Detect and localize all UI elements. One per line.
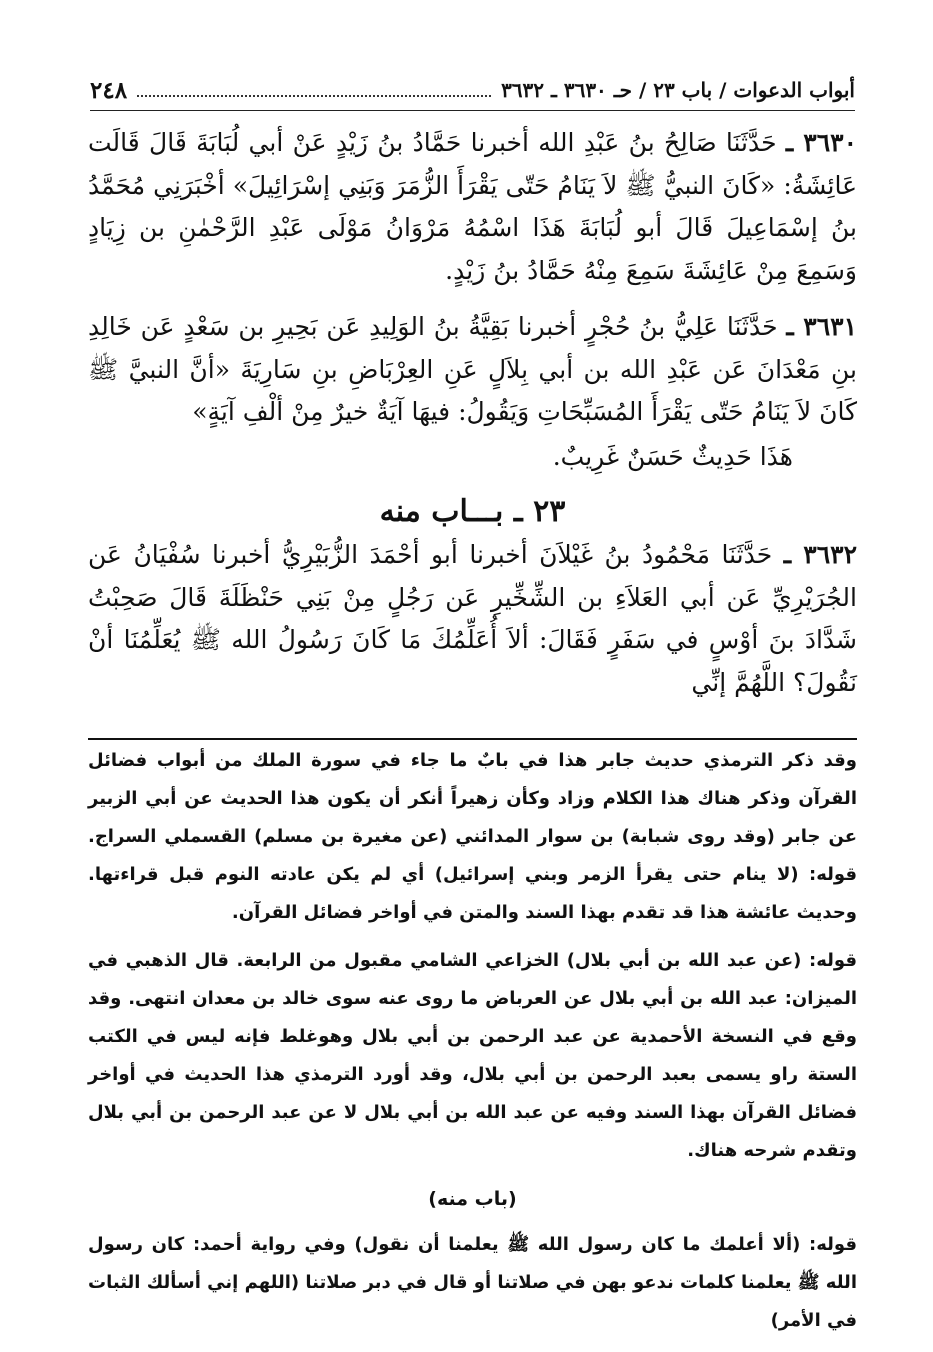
hadith-text: حَدَّثَنَا صَالِحُ بنُ عَبْدِ الله أخبرنا حَمَّادُ بنُ زَيْدٍ عَنْ أبي لُبَابَةَ قَالَ قَالَت عَائِشَةُ: «كَانَ النبيُّ ﷺ لاَ يَنَامُ حَتّى يَقْرَأَ الزُّمَرَ وَبَنِي إسْرَائِيلَ» أخْبَرَنِي مُحَمَّدُ بنُ إسْمَاعِيلَ قَالَ أبو لُبَابَةَ هَذَا اسْمُهُ مَرْوَانُ مَوْلَى عَبْدِ الرَّحْمٰنِ بن زِيَادٍ وَسَمِعَ مِنْ عَائِشَةَ سَمِعَ مِنْهُ حَمَّادُ بنُ زَيْدٍ. [88,128,857,285]
hadith-number: ٣٦٣٠ ـ [785,128,858,157]
hadith-text: حَدَّثَنَا مَحْمُودُ بنُ غَيْلاَنَ أخبرنا أبو أحْمَدَ الزُّبَيْرِيُّ أخبرنا سُفْيَانُ عَن الجُرَيْرِيِّ عَن أبي العَلاَءِ بن الشِّخِّيرِ عَن رَجُلٍ مِنْ بَنِي حَنْظَلَةَ قَالَ صَحِبْتُ شَدَّادَ بنَ أوْسٍ في سَفَرٍ فَقَالَ: ألاَ أُعَلِّمُكَ مَا كَانَ رَسُولُ الله ﷺ يُعَلِّمُنَا أنْ نَقُولَ؟ اللَّهُمَّ إنِّي [88,540,857,697]
page-number: ٢٤٨ [90,76,128,104]
commentary-note-2: قوله: (عن عبد الله بن أبي بلال) الخزاعي الشامي مقبول من الرابعة. قال الذهبي في الميزان: عبد الله بن أبي بلال عن العرباض ما روى عنه سوى خالد بن معدان انتهى. وقد وقع في النسخة الأحمدية عن عبد الرحمن بن أبي بلال وهوغلط فإنه ليس في الكتب الستة راو يسمى بعبد الرحمن بن أبي بلال، وقد أورد الترمذي هذا الحديث في أواخر فضائل القرآن بهذا السند وفيه عن عبد الله بن أبي بلال لا عن عبد الرحمن بن أبي بلال وتقدم شرحه هناك. [88,950,857,1161]
footnote-divider [88,738,857,740]
hadith-3631 [88,306,857,434]
hadith-3632 [88,534,857,704]
hadith-number: ٣٦٣٢ ـ [783,540,858,569]
main-text [88,122,857,718]
commentary-note-1: وقد ذكر الترمذي حديث جابر هذا في بابٌ ما جاء في سورة الملك من أبواب فضائل القرآن وذكر هناك هذا الكلام وزاد وكأن زهيراً أنكر أن يكون هذا الحديث عن أبي الزبير عن جابر (وقد روى شبابة) بن سوار المدائني (عن مغيرة بن مسلم) القسملي السراج. قوله: (لا ينام حتى يقرأ الزمر وبني إسرائيل) أي لم يكن عادته النوم قبل قراءتها. وحديث عائشة هذا قد تقدم بهذا السند والمتن في أواخر فضائل القرآن. [88,750,857,923]
commentary-section [88,742,857,1350]
commentary-heading: (باب منه) [428,1188,517,1210]
chapter-title: ٢٣ ـ بـــاب منه [379,494,566,529]
hadith-text: حَدَّثَنَا عَلِيُّ بنُ حُجْرٍ أخبرنا بَقِيَّةُ بنُ الوَلِيدِ عَن بَحِيرِ بن سَعْدٍ عَن خَالِدِ بنِ مَعْدَانَ عَن عَبْدِ الله بن أبي بِلاَلٍ عَنِ العِرْبَاضِ بنِ سَارِيَةَ «أنَّ النبيَّ ﷺ كَانَ لاَ يَنَامُ حَتّى يَقْرَأَ المُسَبِّحَاتِ وَيَقُولُ: فيهَا آيَةٌ خيرٌ مِنْ ألْفِ آيَةٍ» [88,312,857,426]
hadith-number: ٣٦٣١ ـ [786,312,858,341]
running-header [90,70,855,111]
hadith-3630 [88,122,857,292]
running-title: أبواب الدعوات / باب ٢٣ / حـ ٣٦٣٠ ـ ٣٦٣٢ [501,78,855,102]
hadith-grade: هَذَا حَدِيثٌ حَسَنٌ غَرِيبٌ. [552,441,793,471]
commentary-note-3: قوله: (ألا أعلمك ما كان رسول الله ﷺ يعلمنا أن نقول) وفي رواية أحمد: كان رسول الله ﷺ يعلمنا كلمات ندعو بهن في صلاتنا أو قال في دبر صلاتنا (اللهم إني أسألك الثبات في الأمر) [88,1234,857,1331]
dotted-leader [137,83,491,97]
